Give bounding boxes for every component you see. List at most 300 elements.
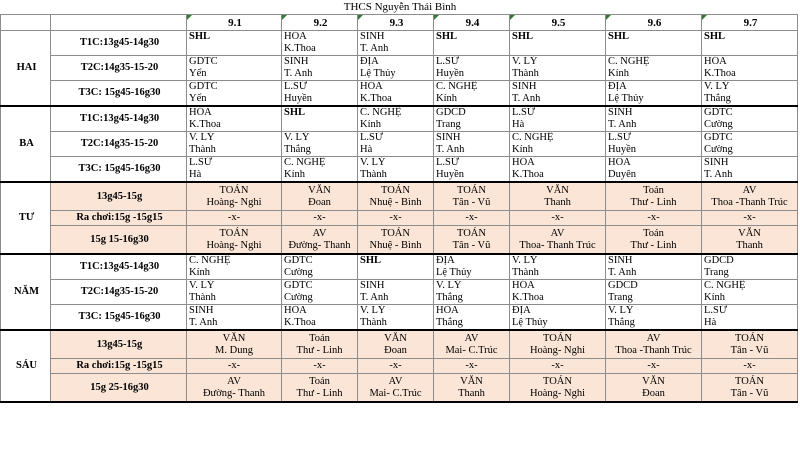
schedule-cell[interactable] <box>282 31 358 56</box>
teacher-name: T. Anh <box>360 43 389 54</box>
teacher-name: Thắng <box>284 144 311 155</box>
subject-name: L.SỬ <box>189 157 213 168</box>
period-time: Ra chơi:15g -15g15 <box>51 211 187 226</box>
teacher-name: Thanh <box>458 387 485 399</box>
schedule-cell[interactable] <box>282 106 358 132</box>
teacher-name: Cường <box>704 144 733 155</box>
schedule-cell[interactable] <box>606 106 702 132</box>
subject-name: VĂN <box>308 184 331 196</box>
schedule-cell[interactable] <box>187 106 282 132</box>
subject-name: GDTC <box>189 81 218 92</box>
subject-name: L.SỬ <box>284 81 308 92</box>
subject-name: GDTC <box>284 280 313 291</box>
teacher-name: T. Anh <box>189 317 218 328</box>
schedule-cell[interactable] <box>358 106 434 132</box>
teacher-name: Thành <box>360 317 387 328</box>
subject-name: C. NGHỆ <box>189 255 231 266</box>
period-time: T3C: 15g45-16g30 <box>51 81 187 107</box>
day-label: NĂM <box>1 254 51 330</box>
schedule-cell[interactable] <box>187 226 282 255</box>
class-header[interactable]: 9.1 <box>187 15 282 31</box>
teacher-name: Hà <box>189 169 202 180</box>
subject-name: AV <box>312 227 327 239</box>
teacher-name: T. Anh <box>608 119 637 130</box>
teacher-name: M. Dung <box>215 344 253 356</box>
schedule-cell[interactable] <box>510 182 606 211</box>
teacher-name: Kính <box>189 267 210 278</box>
day-label: BA <box>1 106 51 182</box>
schedule-cell[interactable] <box>702 280 798 305</box>
schedule-cell[interactable] <box>358 280 434 305</box>
schedule-cell[interactable] <box>702 305 798 331</box>
subject-name: V. LÝ <box>704 81 730 92</box>
period-time: Ra chơi:15g -15g15 <box>51 359 187 374</box>
school-title: THCS Nguyễn Thái Bình <box>343 1 457 13</box>
schedule-cell[interactable] <box>606 226 702 255</box>
schedule-cell[interactable] <box>510 157 606 183</box>
schedule-cell[interactable] <box>434 56 510 81</box>
schedule-cell[interactable] <box>606 182 702 211</box>
schedule-cell[interactable]: -x- <box>702 359 798 374</box>
schedule-cell[interactable] <box>358 305 434 331</box>
schedule-cell[interactable] <box>434 132 510 157</box>
schedule-cell[interactable] <box>358 31 434 56</box>
schedule-cell[interactable] <box>358 81 434 107</box>
schedule-row <box>1 359 798 374</box>
period-time: T1C:13g45-14g30 <box>51 254 187 280</box>
teacher-name: Thư - Linh <box>296 344 343 356</box>
subject-name: VĂN <box>384 332 407 344</box>
schedule-cell[interactable] <box>282 226 358 255</box>
schedule-cell[interactable] <box>434 81 510 107</box>
schedule-cell[interactable] <box>702 374 798 403</box>
subject-name: SINH <box>284 56 309 67</box>
subject-name: TOÁN <box>381 184 410 196</box>
teacher-name: T. Anh <box>284 68 313 79</box>
teacher-name: Thư - Linh <box>296 387 343 399</box>
subject-name: ĐỊA <box>512 305 531 316</box>
class-header[interactable]: 9.2 <box>282 15 358 31</box>
subject-name: AV <box>464 332 479 344</box>
subject-name: HÓA <box>189 107 212 118</box>
teacher-name: Tân - Vũ <box>730 387 769 399</box>
subject-name: ĐỊA <box>608 81 627 92</box>
schedule-cell[interactable] <box>510 305 606 331</box>
subject-name: HÓA <box>704 56 727 67</box>
schedule-cell[interactable] <box>358 330 434 359</box>
schedule-cell[interactable] <box>606 374 702 403</box>
subject-name: VĂN <box>642 375 665 387</box>
subject-name: Toán <box>643 227 664 239</box>
subject-name: V. LÝ <box>360 157 386 168</box>
schedule-cell[interactable] <box>434 305 510 331</box>
subject-name: V. LÝ <box>512 255 538 266</box>
subject-name: SHL <box>704 31 726 42</box>
subject-name: SHL <box>512 31 534 42</box>
schedule-cell[interactable] <box>510 132 606 157</box>
day-label: HAI <box>1 31 51 107</box>
subject-name: TOÁN <box>457 184 486 196</box>
teacher-name: Hoàng- Nghi <box>529 344 586 356</box>
schedule-cell[interactable] <box>434 330 510 359</box>
subject-name: TOÁN <box>543 332 572 344</box>
schedule-cell[interactable] <box>510 374 606 403</box>
subject-name: TOÁN <box>735 332 764 344</box>
schedule-cell[interactable] <box>606 157 702 183</box>
schedule-row <box>1 56 798 81</box>
teacher-name: Yến <box>189 68 207 79</box>
teacher-name: T. Anh <box>512 93 541 104</box>
schedule-cell[interactable] <box>606 305 702 331</box>
teacher-name: Huyền <box>284 93 312 104</box>
subject-name: VĂN <box>546 184 569 196</box>
day-label: TƯ <box>1 182 51 254</box>
teacher-name: Hoàng- Nghi <box>206 196 262 208</box>
subject-name: GDCD <box>436 107 466 118</box>
teacher-name: K.Thoa <box>704 68 736 79</box>
schedule-row <box>1 374 798 403</box>
schedule-cell[interactable] <box>187 182 282 211</box>
schedule-cell[interactable] <box>434 280 510 305</box>
header-row <box>1 15 798 31</box>
teacher-name: Thắng <box>436 292 463 303</box>
header-corner-time <box>51 15 187 31</box>
teacher-name: Trang <box>436 119 461 130</box>
subject-name: AV <box>388 375 403 387</box>
subject-name: HÓA <box>436 305 459 316</box>
subject-name: V. LÝ <box>189 280 215 291</box>
schedule-cell[interactable]: -x- <box>282 211 358 226</box>
schedule-cell[interactable] <box>282 280 358 305</box>
teacher-name: Tân - Vũ <box>452 196 491 208</box>
schedule-cell[interactable] <box>606 254 702 280</box>
subject-name: C. NGHỆ <box>608 56 650 67</box>
subject-name: GDTC <box>284 255 313 266</box>
schedule-cell[interactable] <box>358 56 434 81</box>
schedule-cell[interactable] <box>434 31 510 56</box>
teacher-name: Thành <box>512 68 539 79</box>
period-time: T2C:14g35-15-20 <box>51 56 187 81</box>
teacher-name: T. Anh <box>360 292 389 303</box>
teacher-name: Kính <box>704 292 725 303</box>
subject-name: ĐỊA <box>360 56 379 67</box>
schedule-cell[interactable] <box>606 31 702 56</box>
subject-name: HÓA <box>608 157 631 168</box>
schedule-cell[interactable] <box>187 132 282 157</box>
schedule-cell[interactable] <box>702 132 798 157</box>
teacher-name: Hà <box>512 119 525 130</box>
teacher-name: Mai- C.Trúc <box>369 387 422 399</box>
schedule-cell[interactable] <box>187 374 282 403</box>
schedule-cell[interactable] <box>702 330 798 359</box>
schedule-row <box>1 305 798 331</box>
teacher-name: Tân - Vũ <box>452 239 491 251</box>
schedule-cell[interactable] <box>702 226 798 255</box>
subject-name: TOÁN <box>381 227 410 239</box>
schedule-cell[interactable] <box>434 157 510 183</box>
schedule-cell[interactable] <box>282 132 358 157</box>
subject-name: C. NGHỆ <box>284 157 326 168</box>
teacher-name: Thắng <box>608 317 635 328</box>
schedule-row <box>1 31 798 56</box>
teacher-name: Lệ Thủy <box>608 93 644 104</box>
teacher-name: K.Thoa <box>512 292 544 303</box>
day-label: SÁU <box>1 330 51 402</box>
schedule-cell[interactable]: -x- <box>510 211 606 226</box>
period-time: T3C: 15g45-16g30 <box>51 305 187 331</box>
teacher-name: Cường <box>704 119 733 130</box>
schedule-cell[interactable] <box>510 81 606 107</box>
schedule-cell[interactable] <box>434 182 510 211</box>
schedule-cell[interactable]: -x- <box>434 359 510 374</box>
subject-name: VĂN <box>222 332 246 344</box>
subject-name: V. LÝ <box>608 305 634 316</box>
subject-name: HÓA <box>512 157 535 168</box>
schedule-cell[interactable] <box>282 305 358 331</box>
class-header[interactable]: 9.7 <box>702 15 798 31</box>
class-header[interactable]: 9.3 <box>358 15 434 31</box>
schedule-cell[interactable] <box>282 374 358 403</box>
subject-name: GDCD <box>704 255 734 266</box>
schedule-cell[interactable] <box>358 132 434 157</box>
subject-name: V. LÝ <box>360 305 386 316</box>
schedule-cell[interactable]: -x- <box>510 359 606 374</box>
schedule-cell[interactable] <box>187 81 282 107</box>
schedule-cell[interactable] <box>282 254 358 280</box>
teacher-name: Đoan <box>642 387 665 399</box>
subject-name: SINH <box>436 132 461 143</box>
subject-name: V. LÝ <box>189 132 215 143</box>
subject-name: GDCD <box>608 280 638 291</box>
schedule-cell[interactable] <box>606 330 702 359</box>
schedule-cell[interactable] <box>187 157 282 183</box>
schedule-cell[interactable] <box>434 254 510 280</box>
schedule-cell[interactable] <box>434 226 510 255</box>
timetable <box>0 14 798 403</box>
subject-name: V. LÝ <box>284 132 310 143</box>
schedule-cell[interactable] <box>358 254 434 280</box>
teacher-name: Thanh <box>736 239 763 251</box>
subject-name: V. LÝ <box>512 56 538 67</box>
schedule-row <box>1 254 798 280</box>
subject-name: SHL <box>284 107 306 118</box>
subject-name: SHL <box>436 31 458 42</box>
schedule-cell[interactable] <box>702 31 798 56</box>
teacher-name: Hoàng- Nghi <box>529 387 586 399</box>
class-header[interactable]: 9.4 <box>434 15 510 31</box>
subject-name: SHL <box>608 31 630 42</box>
schedule-cell[interactable] <box>510 56 606 81</box>
teacher-name: Hoàng- Nghi <box>206 239 262 251</box>
schedule-cell[interactable] <box>702 106 798 132</box>
subject-name: SINH <box>189 305 214 316</box>
teacher-name: Trang <box>608 292 633 303</box>
schedule-cell[interactable] <box>510 31 606 56</box>
teacher-name: Kính <box>608 68 629 79</box>
schedule-cell[interactable] <box>606 81 702 107</box>
period-time: 15g 15-16g30 <box>51 226 187 255</box>
teacher-name: Yến <box>189 93 207 104</box>
subject-name: Toán <box>309 375 330 387</box>
header-corner <box>1 15 51 31</box>
teacher-name: Thoa- Thanh Trúc <box>519 239 596 251</box>
subject-name: C. NGHỆ <box>436 81 478 92</box>
teacher-name: Lệ Thủy <box>360 68 396 79</box>
teacher-name: Mai- C.Trúc <box>445 344 498 356</box>
subject-name: HÓA <box>284 31 307 42</box>
subject-name: L.SỬ <box>436 157 460 168</box>
subject-name: L.SỬ <box>608 132 632 143</box>
teacher-name: Lệ Thủy <box>436 267 472 278</box>
schedule-cell[interactable] <box>358 182 434 211</box>
schedule-cell[interactable] <box>702 182 798 211</box>
schedule-cell[interactable]: -x- <box>358 359 434 374</box>
schedule-cell[interactable] <box>358 157 434 183</box>
schedule-cell[interactable] <box>510 106 606 132</box>
subject-name: AV <box>227 375 241 387</box>
subject-name: V. LÝ <box>436 280 462 291</box>
class-header[interactable]: 9.5 <box>510 15 606 31</box>
teacher-name: Thắng <box>704 93 731 104</box>
subject-name: SINH <box>512 81 537 92</box>
subject-name: C. NGHỆ <box>704 280 746 291</box>
subject-name: Toán <box>643 184 664 196</box>
schedule-cell[interactable]: -x- <box>187 359 282 374</box>
schedule-cell[interactable] <box>702 81 798 107</box>
teacher-name: Thắng <box>436 317 463 328</box>
schedule-cell[interactable] <box>282 330 358 359</box>
teacher-name: Cường <box>284 267 313 278</box>
teacher-name: Trang <box>704 267 729 278</box>
teacher-name: Kính <box>360 119 381 130</box>
teacher-name: K.Thoa <box>512 169 544 180</box>
schedule-cell[interactable]: -x- <box>358 211 434 226</box>
schedule-cell[interactable] <box>606 132 702 157</box>
teacher-name: Thành <box>189 144 216 155</box>
schedule-cell[interactable] <box>510 280 606 305</box>
teacher-name: Hà <box>360 144 373 155</box>
schedule-row <box>1 182 798 211</box>
teacher-name: T. Anh <box>704 169 733 180</box>
subject-name: TOÁN <box>543 375 572 387</box>
teacher-name: Đoan <box>308 196 331 208</box>
subject-name: VĂN <box>738 227 761 239</box>
class-header[interactable]: 9.6 <box>606 15 702 31</box>
teacher-name: Hà <box>704 317 717 328</box>
subject-name: TOÁN <box>457 227 486 239</box>
period-time: T2C:14g35-15-20 <box>51 280 187 305</box>
subject-name: AV <box>550 227 565 239</box>
schedule-cell[interactable]: -x- <box>434 211 510 226</box>
schedule-cell[interactable] <box>187 31 282 56</box>
schedule-row <box>1 330 798 359</box>
schedule-cell[interactable] <box>282 81 358 107</box>
schedule-cell[interactable] <box>510 226 606 255</box>
period-time: 13g45-15g <box>51 182 187 211</box>
schedule-cell[interactable] <box>187 254 282 280</box>
period-time: 15g 25-16g30 <box>51 374 187 403</box>
schedule-cell[interactable]: -x- <box>702 211 798 226</box>
schedule-cell[interactable] <box>282 56 358 81</box>
subject-name: C. NGHỆ <box>360 107 402 118</box>
subject-name: AV <box>646 332 661 344</box>
subject-name: SINH <box>360 280 385 291</box>
subject-name: GDTC <box>704 132 733 143</box>
teacher-name: Cường <box>284 292 313 303</box>
schedule-cell[interactable] <box>358 226 434 255</box>
schedule-cell[interactable] <box>702 157 798 183</box>
subject-name: SINH <box>360 31 385 42</box>
schedule-cell[interactable]: -x- <box>187 211 282 226</box>
schedule-cell[interactable] <box>434 374 510 403</box>
schedule-cell[interactable] <box>358 374 434 403</box>
schedule-cell[interactable] <box>282 157 358 183</box>
schedule-cell[interactable] <box>606 56 702 81</box>
teacher-name: Kính <box>436 93 457 104</box>
subject-name: TOÁN <box>219 227 249 239</box>
schedule-cell[interactable] <box>282 182 358 211</box>
subject-name: HÓA <box>284 305 307 316</box>
schedule-cell[interactable] <box>187 330 282 359</box>
subject-name: HÓA <box>512 280 535 291</box>
teacher-name: K.Thoa <box>189 119 221 130</box>
schedule-cell[interactable] <box>187 305 282 331</box>
subject-name: SINH <box>608 107 633 118</box>
schedule-cell[interactable] <box>434 106 510 132</box>
schedule-row <box>1 157 798 183</box>
subject-name: L.SỬ <box>360 132 384 143</box>
teacher-name: Thanh <box>544 196 571 208</box>
subject-name: C. NGHỆ <box>512 132 554 143</box>
subject-name: TOÁN <box>219 184 249 196</box>
schedule-cell[interactable] <box>702 56 798 81</box>
teacher-name: Kính <box>512 144 533 155</box>
subject-name: GDTC <box>704 107 733 118</box>
teacher-name: Nhuệ - Bình <box>369 196 422 208</box>
schedule-cell[interactable]: -x- <box>606 359 702 374</box>
subject-name: TOÁN <box>735 375 764 387</box>
schedule-cell[interactable] <box>702 254 798 280</box>
subject-name: L.SỬ <box>512 107 536 118</box>
schedule-cell[interactable] <box>510 254 606 280</box>
teacher-name: Đoan <box>384 344 407 356</box>
subject-name: Toán <box>309 332 330 344</box>
schedule-row <box>1 106 798 132</box>
subject-name: GDTC <box>189 56 218 67</box>
schedule-cell[interactable] <box>187 280 282 305</box>
subject-name: L.SỬ <box>436 56 460 67</box>
teacher-name: Kính <box>284 169 305 180</box>
schedule-cell[interactable] <box>510 330 606 359</box>
teacher-name: Thành <box>189 292 216 303</box>
teacher-name: Nhuệ - Bình <box>369 239 422 251</box>
teacher-name: K.Thoa <box>284 317 316 328</box>
subject-name: SINH <box>704 157 729 168</box>
period-time: 13g45-15g <box>51 330 187 359</box>
subject-name: SHL <box>360 255 382 266</box>
teacher-name: Duyên <box>608 169 636 180</box>
schedule-cell[interactable]: -x- <box>282 359 358 374</box>
teacher-name: Thư - Linh <box>630 196 677 208</box>
schedule-cell[interactable] <box>187 56 282 81</box>
subject-name: ĐỊA <box>436 255 455 266</box>
teacher-name: Đường- Thanh <box>202 387 266 399</box>
teacher-name: Huyền <box>436 169 464 180</box>
schedule-row <box>1 81 798 107</box>
schedule-cell[interactable] <box>606 280 702 305</box>
schedule-cell[interactable]: -x- <box>606 211 702 226</box>
timetable-body <box>1 15 798 403</box>
